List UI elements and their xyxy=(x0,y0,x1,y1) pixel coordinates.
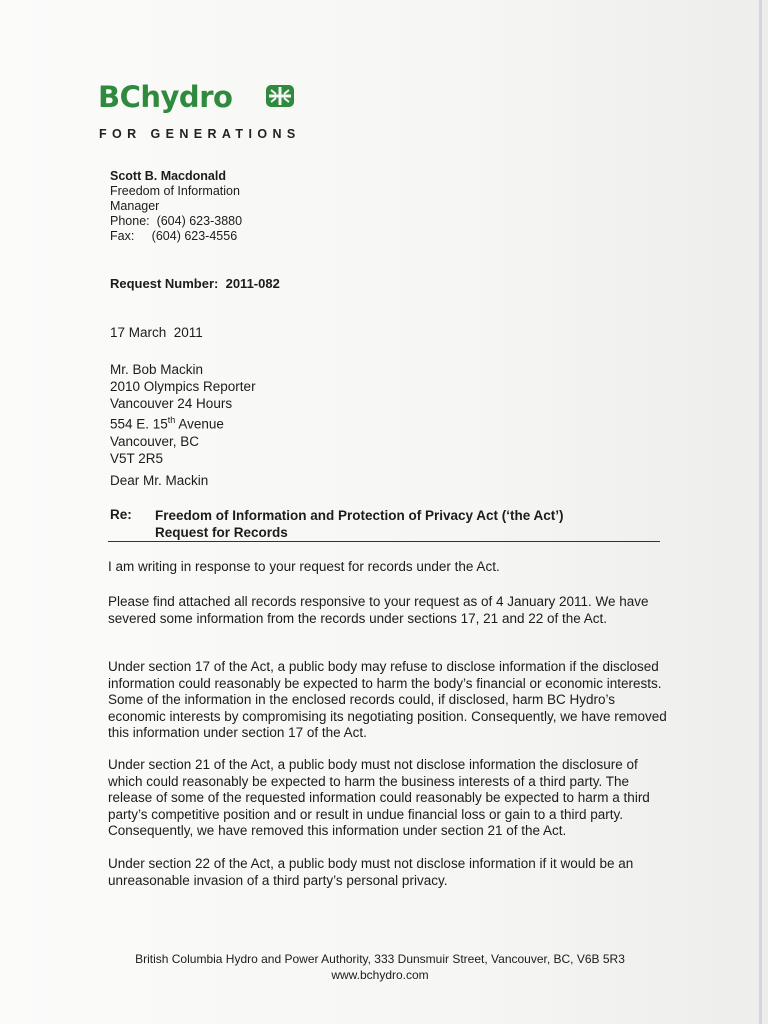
page-edge xyxy=(759,0,762,1024)
recipient-address xyxy=(110,361,256,467)
request-number xyxy=(110,276,280,291)
subject-text xyxy=(155,507,655,541)
sender-title-line1: Freedom of Information xyxy=(110,184,240,198)
recipient-street: 554 E. 15th Avenue xyxy=(110,415,224,432)
footer-website[interactable]: www.bchydro.com xyxy=(331,968,429,982)
sender-name: Scott B. Macdonald xyxy=(110,169,226,183)
bchydro-logo-icon xyxy=(265,84,295,108)
recipient-postal: V5T 2R5 xyxy=(110,450,164,466)
recipient-line3: Vancouver 24 Hours xyxy=(110,396,233,411)
sender-fax: Fax: (604) 623-4556 xyxy=(110,229,238,243)
salutation: Dear Mr. Mackin xyxy=(110,473,209,488)
footer-address: British Columbia Hydro and Power Authority, 333 Dunsmuir Street, Vancouver, BC, V6B 5R3 xyxy=(135,952,625,966)
letter-footer xyxy=(60,951,700,983)
body-paragraph-5: Under section 22 of the Act, a public body must not disclose information if it would be an unreasonable invasion of a third party’s personal privacy. xyxy=(108,856,634,888)
sender-phone: Phone: (604) 623-3880 xyxy=(110,214,243,228)
subject-divider xyxy=(108,541,660,542)
body-paragraph-1: I am writing in response to your request for records under the Act. xyxy=(108,559,500,574)
body-paragraph-3: Under section 17 of the Act, a public body may refuse to disclose information if the disclosed information could reasonably be expected to harm the body’s financial or economic interests. Some of the information in the enclosed records could, if disclosed, harm BC Hydro’s economic interests by compromising its negotiating position. Consequently, we have removed this information under section 17 of the Act. xyxy=(108,659,667,741)
body-paragraph-4: Under section 21 of the Act, a public body must not disclose information the disclosure of which could reasonably be expected to harm the business interests of a third party. The release of some of the requested information could reasonably be expected to harm a third party’s competitive position and or result in undue financial loss or gain to a third party. Consequently, we have removed this information under section 21 of the Act. xyxy=(108,757,650,839)
letterhead-tagline: FOR GENERATIONS xyxy=(99,127,301,141)
body-paragraph-2: Please find attached all records responsive to your request as of 4 January 2011. We have severed some information from the records under sections 17, 21 and 22 of the Act. xyxy=(108,594,649,626)
request-number-label: Request Number: xyxy=(110,276,219,291)
recipient-city: Vancouver, BC xyxy=(110,433,200,449)
sender-title-line2: Manager xyxy=(110,199,160,213)
recipient-line2: 2010 Olympics Reporter xyxy=(110,379,256,394)
subject-label: Re: xyxy=(110,507,132,522)
subject-line1: Freedom of Information and Protection of Privacy Act (‘the Act’) xyxy=(155,508,564,523)
subject-line2: Request for Records xyxy=(155,525,288,540)
request-number-value: 2011-082 xyxy=(225,276,280,291)
sender-block xyxy=(110,169,242,244)
bchydro-logo: BChydro xyxy=(98,80,233,114)
letter-date: 17 March 2011 xyxy=(110,325,203,340)
recipient-name: Mr. Bob Mackin xyxy=(110,362,204,377)
